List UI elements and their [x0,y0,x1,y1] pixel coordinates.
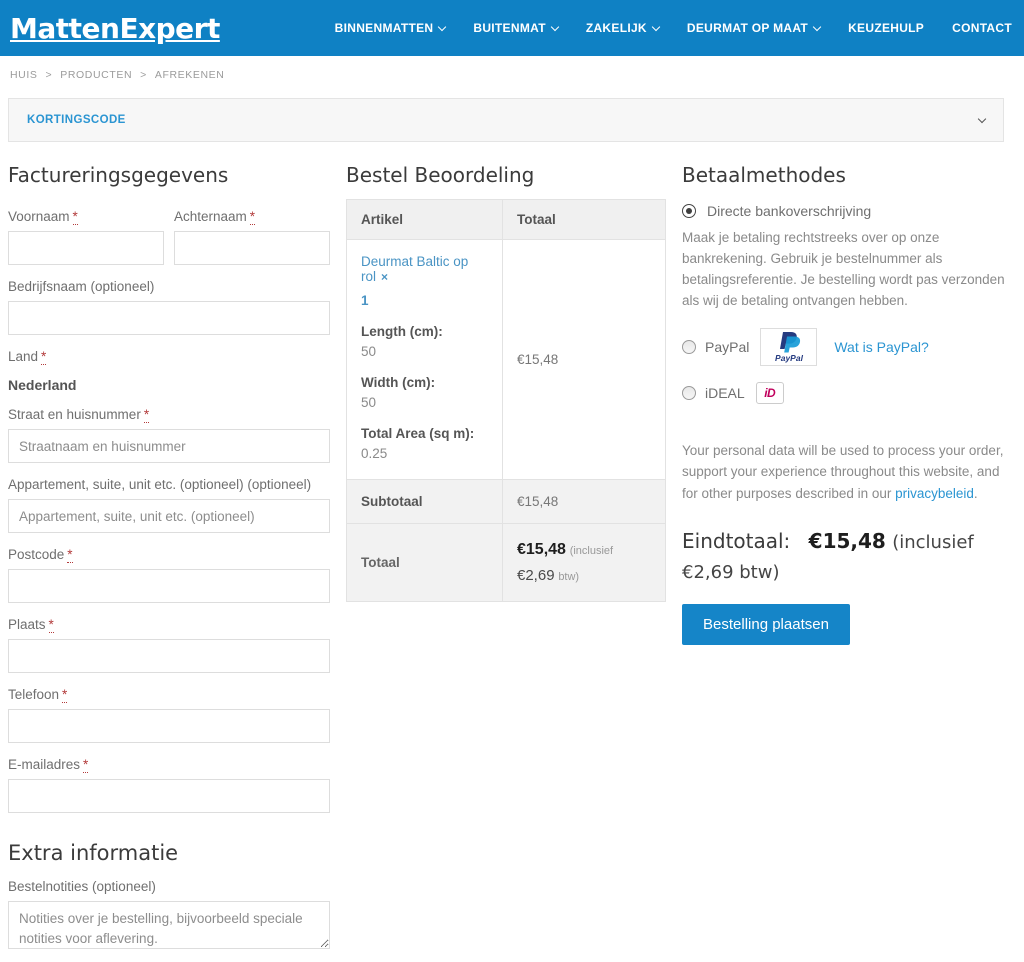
chevron-down-icon [438,22,446,30]
bank-transfer-radio[interactable] [682,204,696,218]
nav-item-label: CONTACT [952,21,1012,35]
apartment-field [8,477,330,533]
column-header-artikel: Artikel [347,200,503,240]
phone-input[interactable] [8,709,330,743]
attribute-length: Length (cm): 50 [361,324,443,359]
chevron-down-icon [652,22,660,30]
subtotal-label: Subtotaal [347,480,503,524]
grand-total [682,526,1016,586]
nav-item-label: ZAKELIJK [585,21,647,35]
required-asterisk: * [62,687,68,702]
privacy-notice [682,440,1016,505]
coupon-accordion[interactable] [8,98,1004,142]
order-notes-label: Bestelnotities (optioneel) [8,879,156,894]
svg-text:PayPal: PayPal [774,352,803,363]
chevron-down-icon [551,22,559,30]
nav-item-deurmat-op-maat[interactable] [687,21,820,35]
payment-method-bank-transfer [682,203,1016,312]
site-logo[interactable]: MattenExpert [10,11,220,45]
grand-total-tax: (inclusief €2,69 btw) [682,532,974,584]
tax-amount: €2,69 [517,567,555,585]
total-row [347,524,666,602]
country-field [8,349,330,393]
order-notes-field [8,879,330,954]
extra-info-title: Extra informatie [8,841,179,865]
checkout-columns [0,142,1024,954]
product-name [361,254,488,284]
cart-item-row [347,240,666,480]
ideal-label: iDEAL [705,384,745,401]
payment-title: Betaalmethodes [682,163,846,187]
phone-label: Telefoon * [8,687,68,702]
country-value: Nederland [8,377,77,393]
city-label: Plaats * [8,617,54,632]
product-quantity: 1 [361,293,369,308]
payment-method-paypal [682,328,1016,366]
table-header-row [347,200,666,240]
grand-total-amount: €15,48 [808,529,886,554]
billing-section [8,142,330,954]
product-link[interactable]: Deurmat Baltic op rol [361,254,469,284]
nav-item-binnenmatten[interactable] [335,21,446,35]
last-name-input[interactable] [174,231,330,265]
billing-title: Factureringsgegevens [8,163,229,187]
breadcrumb-producten[interactable]: PRODUCTEN [60,69,133,81]
subtotal-value: €15,48 [503,480,666,524]
privacy-policy-link[interactable]: privacybeleid [895,485,974,501]
city-field [8,617,330,673]
city-input[interactable] [8,639,330,673]
grand-total-label: Eindtotaal: [682,529,791,554]
apartment-input[interactable] [8,499,330,533]
breadcrumb-separator: > [45,69,53,81]
nav-item-label: DEURMAT OP MAAT [686,21,809,35]
apartment-label: Appartement, suite, unit etc. (optioneel) (optioneel) [8,477,312,492]
coupon-label: KORTINGSCODE [27,114,126,126]
company-label: Bedrijfsnaam (optioneel) [8,279,155,294]
column-header-totaal: Totaal [503,200,666,240]
payment-section [682,142,1016,645]
tax-prefix: (inclusief [569,545,614,557]
bank-transfer-label: Directe bankoverschrijving [707,203,872,219]
total-value-cell [503,524,666,602]
first-name-input[interactable] [8,231,164,265]
phone-field [8,687,330,743]
nav-item-label: BUITENMAT [473,21,546,35]
email-input[interactable] [8,779,330,813]
paypal-label: PayPal [705,338,750,355]
tax-suffix: btw) [558,571,580,584]
subtotal-row [347,480,666,524]
order-notes-textarea[interactable] [8,901,330,949]
required-asterisk: * [41,349,47,364]
attribute-width: Width (cm): 50 [361,375,436,410]
order-review-title: Bestel Beoordeling [346,163,535,187]
chevron-down-icon [978,114,986,122]
total-label: Totaal [347,524,503,602]
nav-item-buitenmat[interactable] [473,21,557,35]
breadcrumb-afrekenen: AFREKENEN [154,69,225,81]
postcode-label: Postcode * [8,547,73,562]
street-field [8,407,330,463]
breadcrumb [0,56,1024,90]
nav-item-keuzehulp[interactable] [848,21,924,35]
paypal-logo-icon [760,328,817,366]
postcode-field [8,547,330,603]
company-input[interactable] [8,301,330,335]
street-input[interactable] [8,429,330,463]
breadcrumb-separator: > [140,69,147,81]
attribute-total-area: Total Area (sq m): 0.25 [361,426,475,461]
last-name-label: Achternaam * [174,209,256,224]
street-label: Straat en huisnummer * [8,407,150,422]
required-asterisk: * [143,407,150,422]
email-label: E-mailadres * [8,757,89,772]
privacy-suffix: . [973,485,978,501]
payment-method-ideal [682,382,1016,404]
required-asterisk: * [83,757,89,772]
nav-item-contact[interactable] [952,21,1012,35]
required-asterisk: * [67,547,73,562]
company-field [8,279,330,335]
breadcrumb-huis[interactable]: HUIS [10,69,38,81]
required-asterisk: * [72,209,78,224]
total-amount: €15,48 [517,541,566,558]
nav-item-label: BINNENMATTEN [334,21,434,35]
order-review-table [346,199,666,602]
nav-item-zakelijk[interactable] [586,21,659,35]
place-order-button[interactable]: Bestelling plaatsen [682,604,850,645]
postcode-input[interactable] [8,569,330,603]
last-name-field [174,209,330,265]
required-asterisk: * [249,209,256,224]
first-name-field [8,209,164,265]
bank-transfer-description: Maak je betaling rechtstreeks over op onze bankrekening. Gebruik je bestelnummer als betalingsreferentie. Je bestelling wordt pas verzonden als wij de betaling ontvangen hebben. [682,230,1005,308]
cart-item-cell [347,240,503,480]
required-asterisk: * [48,617,54,632]
email-field [8,757,330,813]
ideal-logo-icon: iD [756,382,784,404]
main-navigation [335,21,1012,35]
ideal-radio[interactable] [682,386,696,400]
nav-item-label: KEUZEHULP [848,21,925,35]
item-total-cell: €15,48 [503,240,666,480]
chevron-down-icon [813,22,821,30]
country-label: Land * [8,349,47,364]
order-review-section [346,142,666,602]
privacy-text: Your personal data will be used to process your order, support your experience throughout this website, and for other purposes described in our [682,442,1004,501]
paypal-radio[interactable] [682,340,696,354]
first-name-label: Voornaam * [8,209,78,224]
top-bar [0,0,1024,56]
remove-item-icon[interactable]: × [381,270,389,284]
what-is-paypal-link[interactable]: Wat is PayPal? [834,338,929,355]
